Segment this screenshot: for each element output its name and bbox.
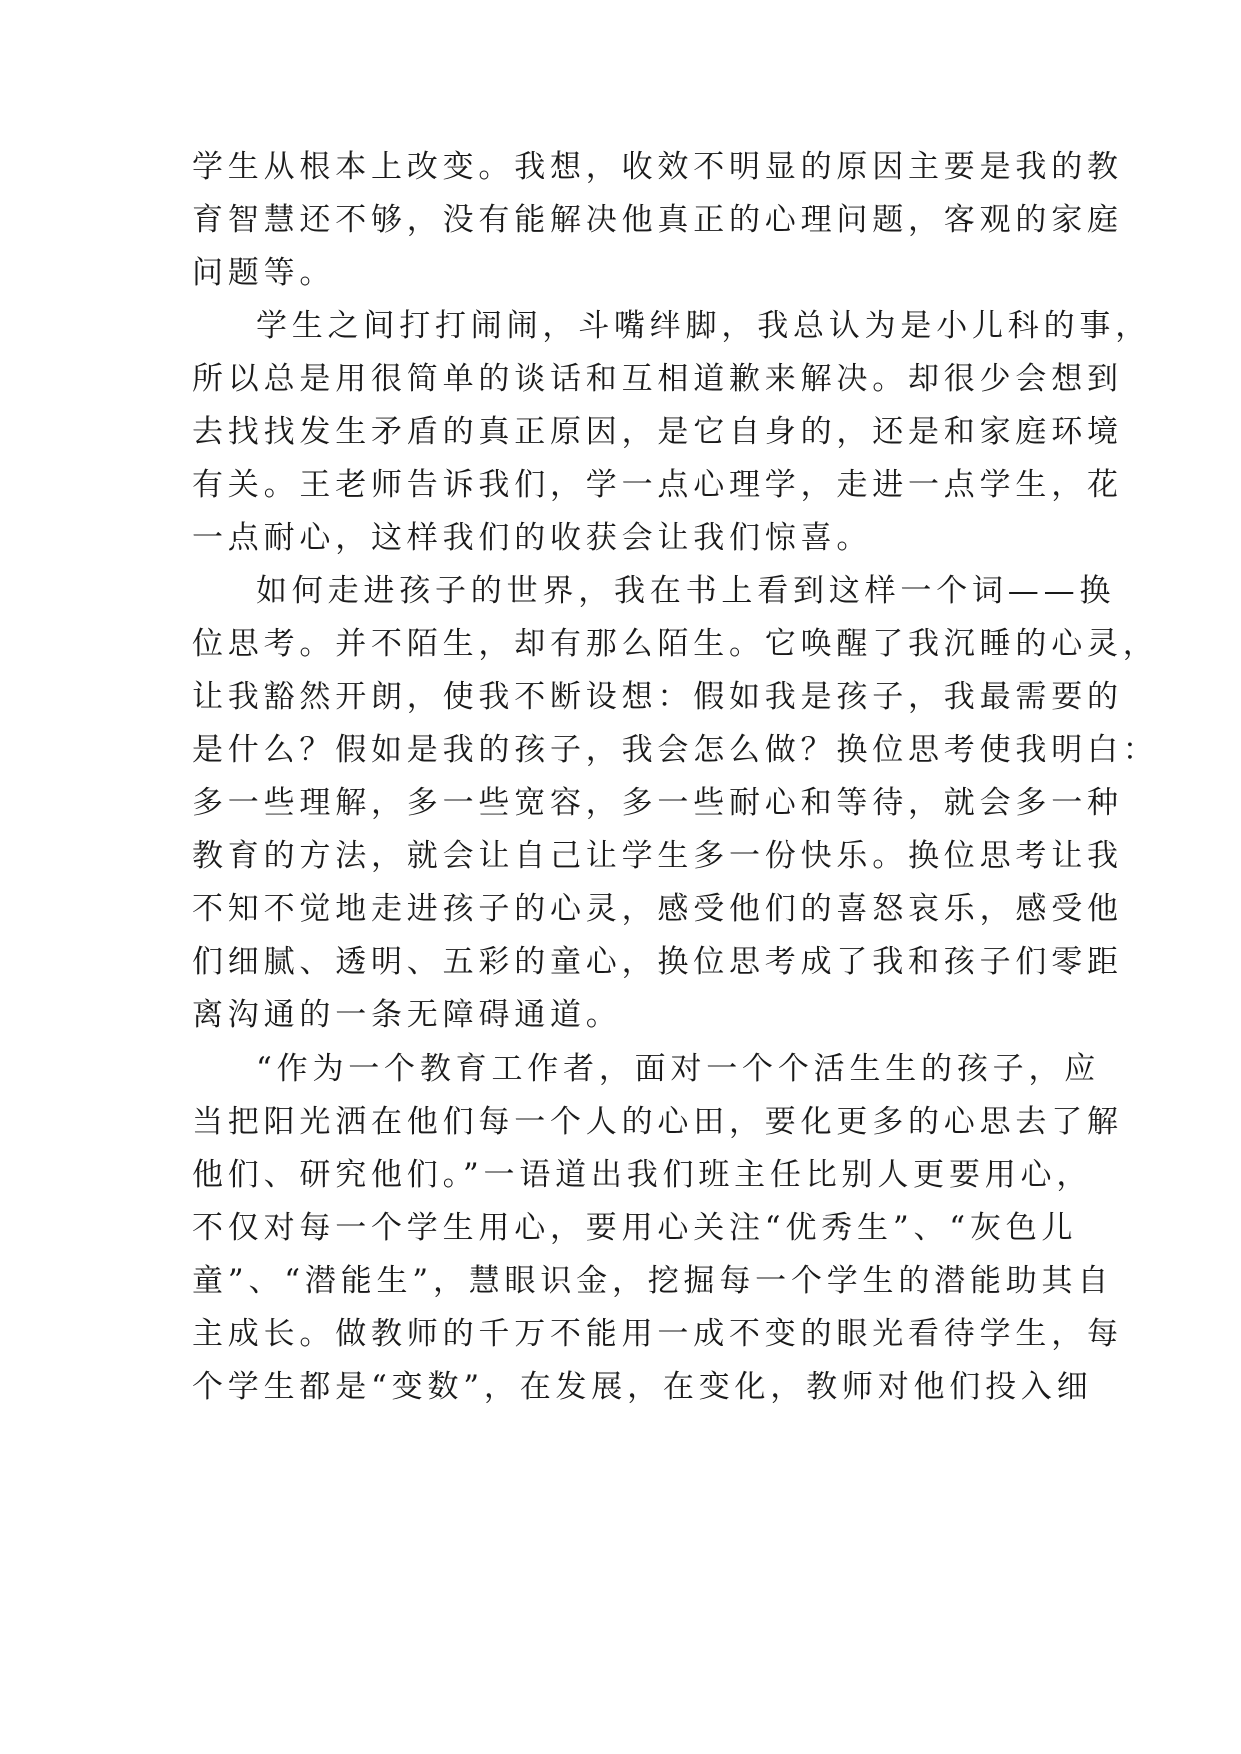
text-line: 不仅对每一个学生用心，要用心关注“优秀生”、“灰色儿 xyxy=(192,1210,1078,1246)
text-line: 让我豁然开朗，使我不断设想：假如我是孩子，我最需要的 xyxy=(192,679,1123,715)
text-line: 主成长。做教师的千万不能用一成不变的眼光看待学生，每 xyxy=(192,1316,1123,1352)
text-line: 育智慧还不够，没有能解决他真正的心理问题，客观的家庭 xyxy=(192,202,1123,238)
text-line: 多一些理解，多一些宽容，多一些耐心和等待，就会多一种 xyxy=(192,785,1123,821)
text-line: 问题等。 xyxy=(192,255,336,291)
paragraph-first-line: 如何走进孩子的世界，我在书上看到这样一个词——换 xyxy=(256,573,1116,609)
text-line: 一点耐心，这样我们的收获会让我们惊喜。 xyxy=(192,520,873,556)
text-line: 离沟通的一条无障碍通道。 xyxy=(192,997,622,1033)
text-line: 不知不觉地走进孩子的心灵，感受他们的喜怒哀乐，感受他 xyxy=(192,891,1123,927)
text-line: 教育的方法，就会让自己让学生多一份快乐。换位思考让我 xyxy=(192,838,1123,874)
text-line: 当把阳光洒在他们每一个人的心田，要化更多的心思去了解 xyxy=(192,1104,1123,1140)
text-line: 去找找发生矛盾的真正原因，是它自身的，还是和家庭环境 xyxy=(192,414,1123,450)
text-line: 所以总是用很简单的谈话和互相道歉来解决。却很少会想到 xyxy=(192,361,1123,397)
text-line: 们细腻、透明、五彩的童心，换位思考成了我和孩子们零距 xyxy=(192,944,1123,980)
paragraph-first-line: 学生之间打打闹闹，斗嘴绊脚，我总认为是小儿科的事， xyxy=(256,308,1151,344)
text-line: 有关。王老师告诉我们，学一点心理学，走进一点学生，花 xyxy=(192,467,1123,503)
text-line: 学生从根本上改变。我想，收效不明显的原因主要是我的教 xyxy=(192,149,1123,185)
text-line: 他们、研究他们。”一语道出我们班主任比别人更要用心， xyxy=(192,1157,1093,1193)
text-line: 童”、“潜能生”，慧眼识金，挖掘每一个学生的潜能助其自 xyxy=(192,1263,1114,1299)
text-line: 是什么？假如是我的孩子，我会怎么做？换位思考使我明白： xyxy=(192,732,1159,768)
text-line: 个学生都是“变数”，在发展，在变化，教师对他们投入细 xyxy=(192,1369,1093,1405)
paragraph-first-line: “作为一个教育工作者，面对一个个活生生的孩子，应 xyxy=(256,1051,1101,1087)
text-line: 位思考。并不陌生，却有那么陌生。它唤醒了我沉睡的心灵， xyxy=(192,626,1159,662)
